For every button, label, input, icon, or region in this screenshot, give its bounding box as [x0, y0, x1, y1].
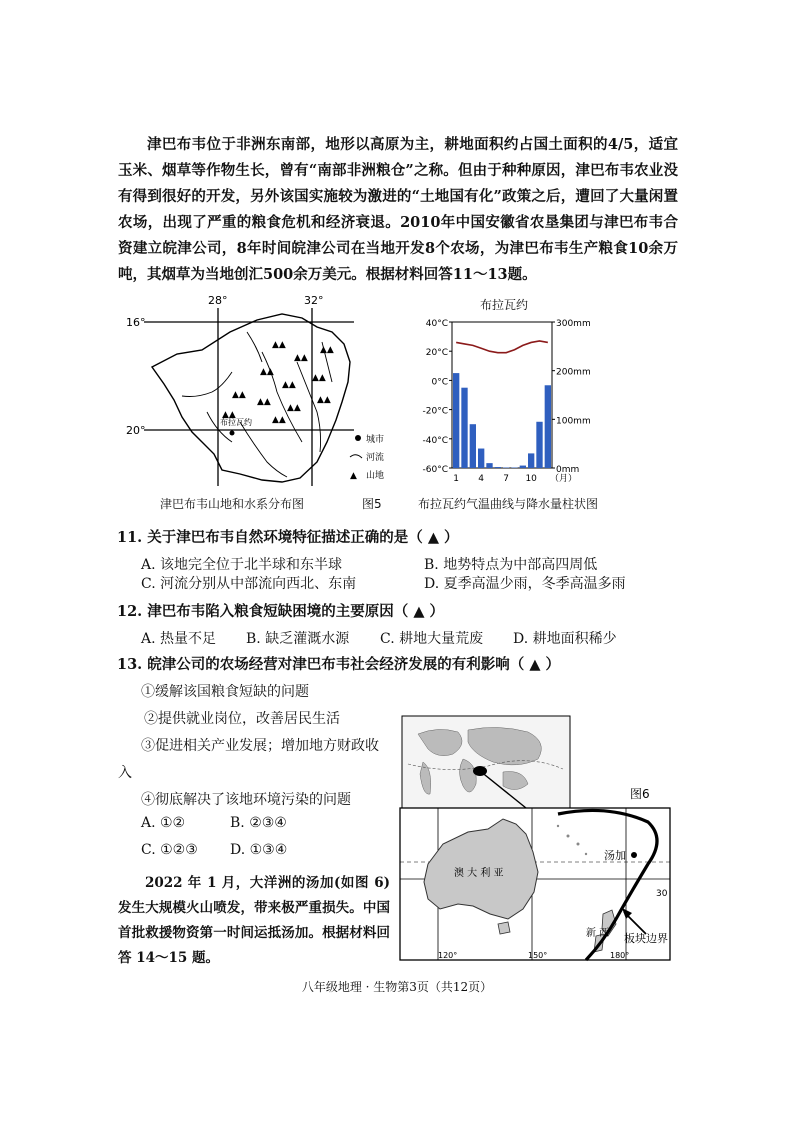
q11-option-b[interactable]: B. 地势特点为中部高四周低 [424, 557, 598, 573]
climate-caption: 布拉瓦约气温曲线与降水量柱状图 [418, 497, 599, 511]
q13-option-d[interactable]: D. ①③④ [230, 842, 288, 858]
temp-tick-label: 40°C [425, 319, 448, 329]
temp-tick-label: -40°C [422, 435, 448, 446]
tonga-dot [631, 852, 637, 858]
precip-bar [520, 466, 526, 468]
svg-text:▲▲: ▲▲ [294, 353, 308, 363]
svg-text:▲▲: ▲▲ [282, 380, 296, 390]
lon-150-label: 150° [528, 951, 548, 960]
q13-stem: 13. 皖津公司的农场经营对津巴布韦社会经济发展的有利影响（ ▲ ） [117, 656, 561, 673]
page-footer: 八年级地理 · 生物第3页（共12页） [301, 980, 493, 994]
precip-bar [528, 453, 534, 468]
tonga-label: 汤加 [604, 849, 626, 862]
climate-title: 布拉瓦约 [480, 298, 529, 312]
svg-text:▲▲: ▲▲ [272, 340, 286, 350]
lat-30-label: 30 [656, 889, 668, 899]
bulawayo-dot [230, 431, 235, 436]
svg-text:▲▲: ▲▲ [257, 397, 271, 407]
precip-bar [461, 388, 467, 468]
temp-tick-label: 0°C [431, 377, 448, 388]
precip-bar [470, 424, 476, 468]
month-unit-label: （月） [550, 474, 578, 484]
q12-stem: 12. 津巴布韦陷入粮食短缺困境的主要原因（ ▲ ） [117, 603, 445, 620]
month-tick-label: 4 [478, 474, 485, 484]
precip-tick-label: 200mm [556, 367, 591, 378]
svg-text:▲▲: ▲▲ [287, 403, 301, 413]
lat-16-label: 16° [126, 316, 146, 329]
intro2-paragraph: 2022 年 1 月，大洋洲的汤加(如图 6)发生大规模火山喷发，带来极严重损失。中国首批救援物资第一时间运抵汤加。根据材料回答 14～15 题。 [118, 875, 390, 966]
precip-bar [478, 449, 484, 468]
q11-stem: 11. 关于津巴布韦自然环境特征描述正确的是（ ▲ ） [117, 529, 459, 546]
lat-20-label: 20° [126, 424, 146, 437]
svg-text:▲▲: ▲▲ [317, 395, 331, 405]
q13-option-a[interactable]: A. ①② [141, 815, 186, 831]
boundary-label: 板块边界 [624, 932, 668, 945]
svg-text:▲▲: ▲▲ [222, 410, 236, 420]
lon-120-label: 120° [438, 951, 458, 960]
legend-river: 河流 [366, 453, 385, 463]
q13-item-1: ①缓解该国粮食短缺的问题 [141, 684, 309, 700]
precip-tick-label: 0mm [556, 465, 580, 475]
q11-option-d[interactable]: D. 夏季高温少雨，冬季高温多雨 [424, 576, 626, 592]
q13-item-3-cont: 入 [118, 765, 132, 781]
climate-chart [414, 312, 614, 494]
month-tick-label: 1 [453, 474, 460, 484]
fig5-label: 图5 [362, 497, 382, 511]
q11-option-c[interactable]: C. 河流分别从中部流向西北、东南 [141, 576, 357, 592]
month-tick-label: 10 [525, 474, 537, 484]
legend-mountain: 山地 [366, 471, 385, 481]
q13-item-3: ③促进相关产业发展；增加地方财政收 [141, 738, 379, 754]
zimbabwe-map [122, 292, 394, 492]
q12-option-b[interactable]: B. 缺乏灌溉水源 [246, 631, 350, 647]
precip-bar [495, 467, 501, 468]
temp-tick-label: -20°C [422, 406, 448, 417]
svg-text:▲▲: ▲▲ [320, 345, 334, 355]
lon-28-label: 28° [208, 294, 228, 307]
australia-label: 澳 大 利 亚 [454, 868, 504, 879]
q12-option-c[interactable]: C. 耕地大量荒废 [380, 631, 484, 647]
precip-tick-label: 300mm [556, 319, 591, 329]
city-label: 布拉瓦约 [220, 418, 252, 427]
lon-180-label: 180° [610, 951, 630, 960]
nz-label: 新 西 [586, 928, 610, 939]
precip-bar [536, 422, 542, 468]
precip-bar [453, 373, 459, 468]
intro-paragraph: 津巴布韦位于非洲东南部，地形以高原为主，耕地面积约占国土面积的4/5，适宜玉米、烟草等作物生长，曾有“南部非洲粮仓”之称。但由于种种原因，津巴布韦农业没有得到很好的开发，另外该国实施较为激进的“土地国有化”政策之后，遭回了大量闲置农场，出现了严重的粮食危机和经济衰退。2010年中国安徽省农垦集团与津巴布韦合资建立皖津公司，8年时间皖津公司在当地开发8个农场，为津巴布韦生产粮食10余万吨，其烟草为当地创汇500余万美元。根据材料回答11～13题。 [118, 136, 678, 283]
svg-text:▲▲: ▲▲ [260, 367, 274, 377]
lon-32-label: 32° [304, 294, 324, 307]
legend-city: 城市 [366, 435, 385, 445]
svg-text:▲▲: ▲▲ [272, 415, 286, 425]
svg-text:▲: ▲ [350, 471, 357, 481]
q11-option-a[interactable]: A. 该地完全位于北半球和东半球 [141, 557, 343, 573]
precip-tick-label: 100mm [556, 416, 591, 427]
temp-line [456, 341, 548, 353]
q13-item-4: ④彻底解决了该地环境污染的问题 [141, 792, 351, 808]
fig6-map [398, 714, 674, 964]
fig6-label: 图6 [630, 787, 650, 801]
q13-option-b[interactable]: B. ②③④ [230, 815, 287, 831]
svg-text:▲▲: ▲▲ [312, 373, 326, 383]
precip-bar [545, 385, 551, 468]
q12-option-d[interactable]: D. 耕地面积稀少 [513, 631, 617, 647]
q13-option-c[interactable]: C. ①②③ [141, 842, 198, 858]
map-caption: 津巴布韦山地和水系分布图 [160, 497, 305, 511]
temp-tick-label: -60°C [422, 465, 448, 475]
svg-text:▲▲: ▲▲ [232, 390, 246, 400]
q13-item-2: ②提供就业岗位，改善居民生活 [144, 711, 340, 727]
temp-tick-label: 20°C [425, 348, 448, 359]
q12-option-a[interactable]: A. 热量不足 [141, 631, 217, 647]
month-tick-label: 7 [503, 474, 510, 484]
precip-bar [486, 463, 492, 468]
